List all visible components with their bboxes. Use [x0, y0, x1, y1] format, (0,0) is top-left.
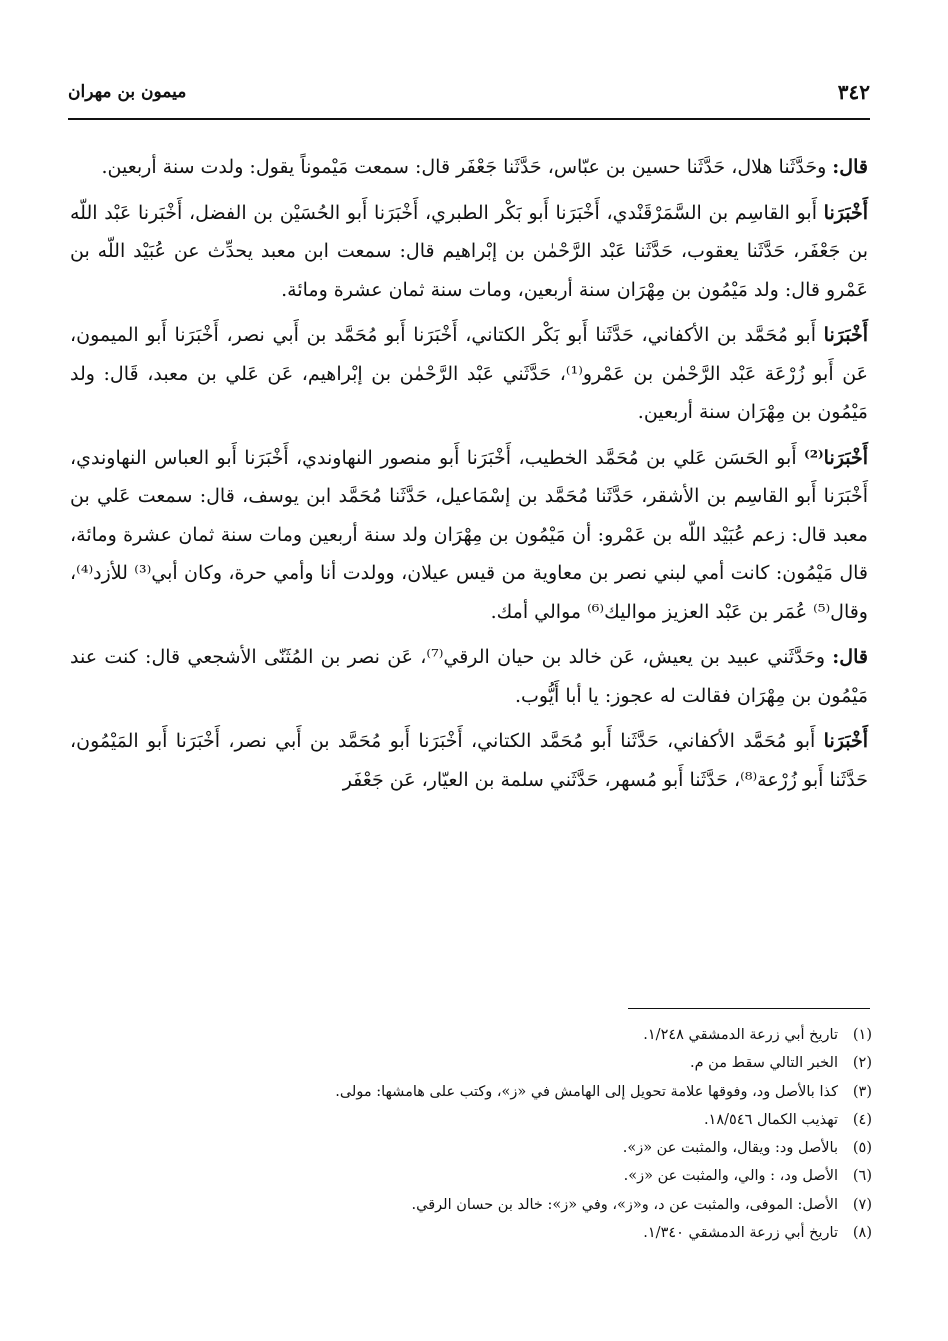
footnote-text: تهذيب الكمال ١٨/٥٤٦.: [703, 1111, 838, 1128]
header-rule: [68, 118, 870, 120]
running-title: ميمون بن مهران: [68, 82, 187, 102]
footnote-separator: [628, 1008, 870, 1009]
footnote: [172, 1162, 872, 1190]
footnote-text: الأصل ود، : والي، والمثبت عن «ز».: [623, 1168, 838, 1185]
paragraph-lead: قال:: [832, 646, 868, 668]
footnotes: [172, 1021, 872, 1247]
footnote-number: (١): [852, 1027, 872, 1043]
footnote-number: (٨): [852, 1225, 872, 1242]
paragraph: [70, 722, 868, 799]
paragraph-text: أَبو الحَسَن عَلي بن مُحَمَّد الخطيب، أَخْبَرَنا أَبو منصور النهاوندي، أَخْبَرَنا أَبو العباس النهاوندي، أَخْبَرَنا أَبو القاسِم بن الأشقر، حَدَّثَنا مُحَمَّد بن إسْمَاعيل، حَدَّثَنا مُحَمَّد ابن يوسف، قال: سمعت عَلي بن معبد قال: زعم عُبَيْد اللّه بن عَمْرو: أن مَيْمُون بن مِهْرَان ولد سنة أربعين ومات سنة ثمان عشرة ومائة، قال مَيْمُون: كانت أمي لبني نصر بن معاوية من قيس عيلان، وولدت أنا وأمي حرة، وكان أبي⁽³⁾ للأزد⁽⁴⁾، وقال⁽⁵⁾ عُمَر بن عَبْد العزيز مواليك⁽⁶⁾ موالي أمك.: [70, 446, 868, 623]
footnote-text: بالأصل ود: ويقال، والمثبت عن «ز».: [622, 1140, 838, 1157]
footnote: [172, 1049, 872, 1077]
footnote: [172, 1021, 872, 1049]
paragraph-text: أَبو مُحَمَّد الأكفاني، حَدَّثَنا أَبو مُحَمَّد الكتاني، أَخْبَرَنا أَبو مُحَمَّد بن أَبي نصر، أَخْبَرَنا أَبو المَيْمُون، حَدَّثَنا أَبو زُرْعة⁽⁸⁾، حَدَّثَنا أَبو مُسهر، حَدَّثَني سلمة بن العيّار، عَن جَعْفَر: [70, 730, 868, 791]
footnote: [172, 1134, 872, 1162]
paragraph-text: وحَدَّثَني عبيد بن يعيش، عَن خالد بن حيان الرقي⁽⁷⁾، عَن نصر بن المُثَنّى الأشجعي قال: كنت عند مَيْمُون بن مِهْرَان فقالت له عجوز: يا أبا أَيُّوب.: [70, 646, 868, 707]
paragraph-lead: أَخْبَرَنا: [823, 324, 868, 346]
footnote-number: (٤): [852, 1111, 872, 1128]
page-number: ٣٤٢: [837, 80, 870, 104]
paragraph: [70, 316, 868, 432]
paragraph-lead: أَخْبَرَنا: [823, 730, 868, 752]
footnote-text: تاريخ أبي زرعة الدمشقي ١/٢٤٨.: [643, 1027, 838, 1043]
footnote-number: (٢): [852, 1055, 872, 1072]
footnote-number: (٧): [852, 1196, 872, 1213]
footnote-text: الأصل: الموفى، والمثبت عن د، و«ز»، وفي «ز»: خالد بن حسان الرقي.: [411, 1196, 838, 1213]
paragraph: [70, 194, 868, 310]
paragraph-text: وحَدَّثَنا هلال، حَدَّثَنا حسين بن عبّاس، حَدَّثَنا جَعْفَر قال: سمعت مَيْموناً يقول: ولدت سنة أربعين.: [101, 156, 833, 178]
main-text: [70, 148, 868, 806]
paragraph-text: أَبو مُحَمَّد بن الأكفاني، حَدَّثَنا أَبو بَكْر الكتاني، أَخْبَرَنا أَبو مُحَمَّد بن أَبي نصر، أَخْبَرَنا أَبو الميمون، عَن أَبو زُرْعَة عَبْد الرَّحْمٰن بن عَمْرو⁽¹⁾، حَدَّثَني عَبْد الرَّحْمٰن بن إبْراهيم، عَن عَلي بن معبد، قَال: ولد مَيْمُون بن مِهْرَان سنة أربعين.: [70, 324, 869, 423]
footnote-text: تاريخ أبي زرعة الدمشقي ١/٣٤٠.: [643, 1225, 838, 1242]
footnote: [172, 1106, 872, 1134]
paragraph: [70, 439, 868, 632]
paragraph: [70, 638, 868, 715]
paragraph-lead: أَخْبَرَنا: [823, 201, 868, 224]
footnote-text: كذا بالأصل ود، وفوقها علامة تحويل إلى الهامش في «ز»، وكتب على هامشها: مولى.: [335, 1083, 838, 1100]
paragraph-lead: أَخْبَرَنا⁽²⁾: [804, 446, 868, 469]
paragraph-text: أَبو القاسِم بن السَّمَرْقَنْدي، أَخْبَرَنا أَبو بَكْر الطبري، أَخْبَرَنا أَبو الحُسَيْن بن الفضل، أَخْبَرنا عَبْد اللّه بن جَعْفَر، حَدَّثَنا يعقوب، حَدَّثَنا عَبْد الرَّحْمٰن بن إبْراهيم قال: سمعت ابن معبد يحدِّث عن عُبَيْد اللّه بن عَمْرو قال: ولد مَيْمُون بن مِهْرَان سنة أربعين، ومات سنة ثمان عشرة ومائة.: [70, 201, 868, 301]
footnote: [172, 1191, 872, 1219]
paragraph-lead: قال:: [832, 156, 868, 178]
footnote-number: (٣): [852, 1083, 872, 1100]
footnote: [172, 1078, 872, 1106]
running-header: [68, 78, 870, 108]
footnote-text: الخبر التالي سقط من م.: [689, 1055, 838, 1072]
paragraph: [70, 148, 868, 187]
footnote-number: (٦): [852, 1168, 872, 1185]
footnote: [172, 1219, 872, 1247]
footnote-number: (٥): [852, 1140, 872, 1157]
